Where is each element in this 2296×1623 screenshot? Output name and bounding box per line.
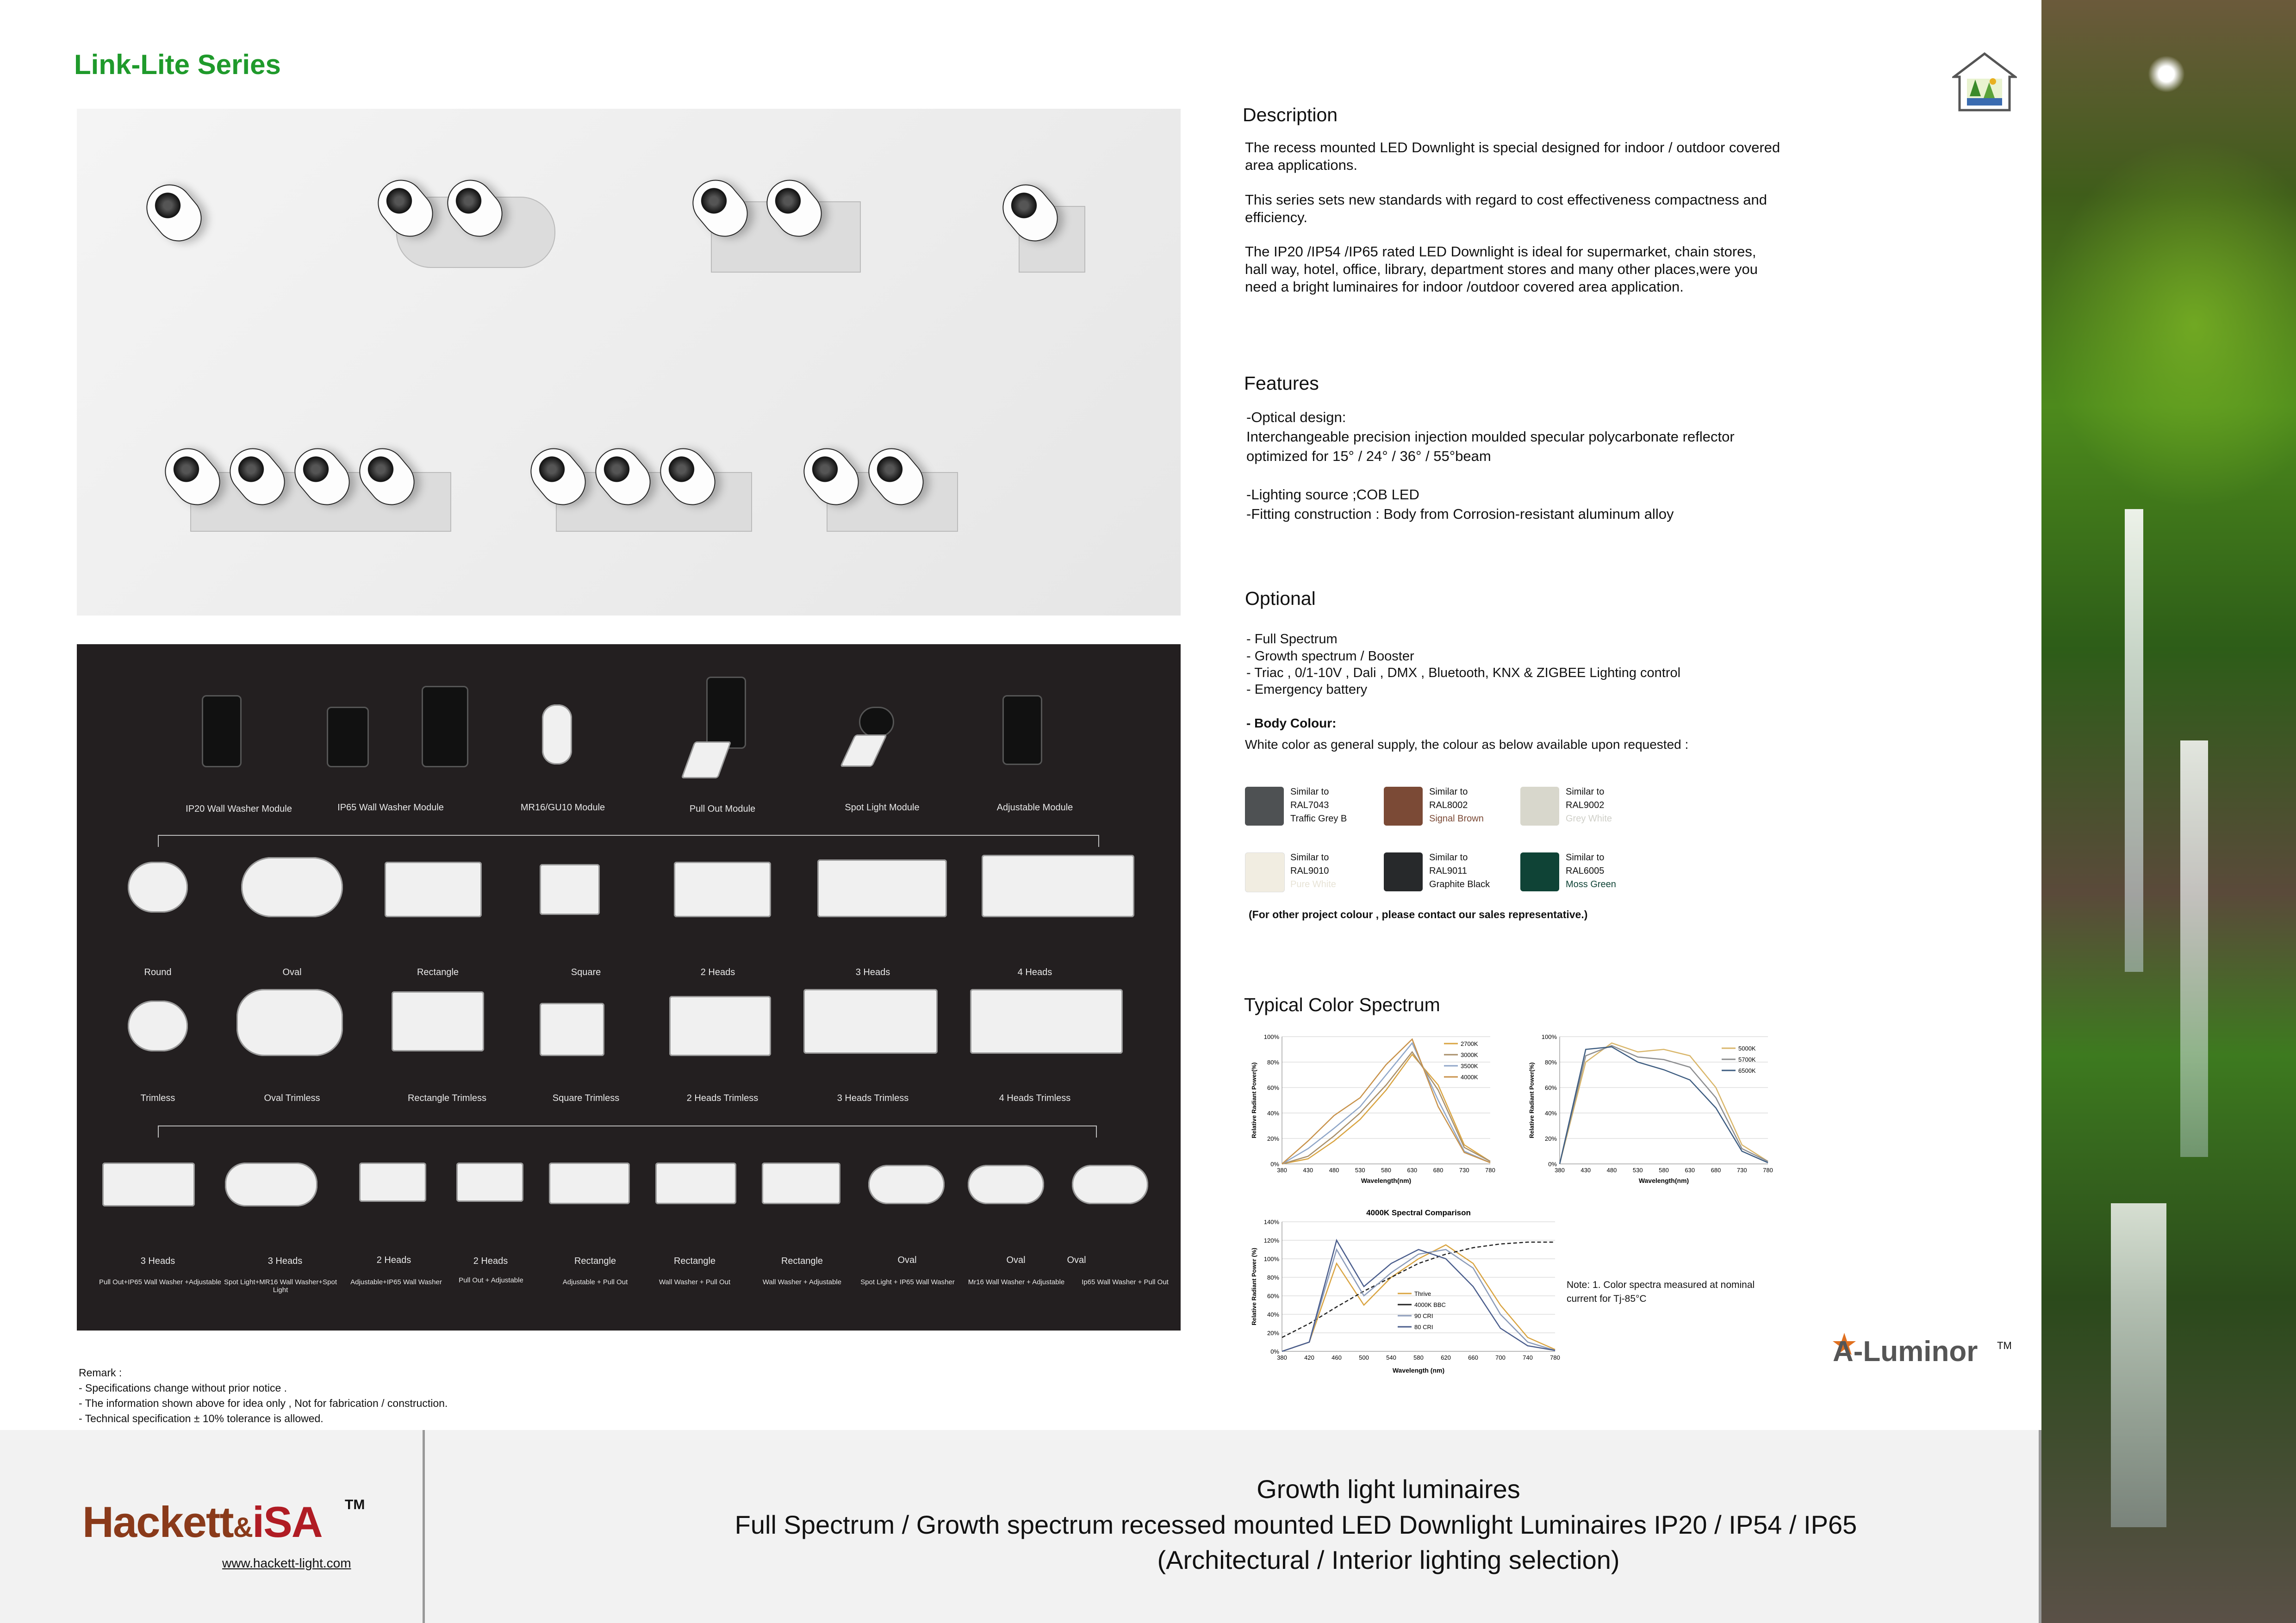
combo-subtitle: Wall Washer + Pull Out <box>659 1278 731 1286</box>
housing-label: Square <box>571 967 601 977</box>
x-tick-label: 700 <box>1495 1354 1506 1361</box>
legend-label: 2700K <box>1461 1040 1478 1047</box>
series-line <box>1282 1052 1490 1164</box>
bracket-line <box>158 835 1099 847</box>
combo-fitting-image <box>1072 1165 1148 1204</box>
bracket-line <box>158 1126 1097 1138</box>
x-axis-label: Wavelength (nm) <box>1392 1367 1445 1374</box>
eco-house-logo <box>1952 52 2017 112</box>
spot-module-image <box>859 707 894 737</box>
combo-title: 2 Heads <box>376 1255 411 1265</box>
body-colour-heading: - Body Colour: <box>1246 716 1337 730</box>
y-tick-label: 100% <box>1541 1033 1557 1040</box>
footer-subtitle: (Architectural / Interior lighting selection) <box>1157 1545 1620 1574</box>
y-tick-label: 0% <box>1270 1161 1279 1168</box>
x-tick-label: 780 <box>1550 1354 1560 1361</box>
combo-title: Oval <box>1006 1255 1026 1265</box>
y-axis-label: Relative Radiant Power(%) <box>1251 1062 1257 1138</box>
series-line <box>1560 1045 1768 1164</box>
legend-label: 90 CRI <box>1414 1312 1433 1319</box>
trademark-mark: TM <box>345 1497 365 1512</box>
combo-subtitle: Pull Out + Adjustable <box>459 1276 523 1284</box>
x-tick-label: 620 <box>1441 1354 1451 1361</box>
three-head-housing-image <box>817 859 947 917</box>
spot-blade-image <box>840 734 888 767</box>
four-head-trimless-image <box>970 989 1123 1054</box>
waterfall-photo <box>2041 0 2296 1623</box>
body-colour-note: White color as general supply, the colour as below available upon requested : <box>1245 737 1689 752</box>
spectrum-comparison-chart <box>1250 1203 1564 1374</box>
x-tick-label: 380 <box>1555 1167 1565 1174</box>
y-tick-label: 20% <box>1267 1135 1279 1142</box>
module-label: IP65 Wall Washer Module <box>337 802 444 813</box>
legend-label: 6500K <box>1738 1067 1756 1074</box>
rectangle-trimless-image <box>392 991 484 1051</box>
x-axis-label: Wavelength(nm) <box>1361 1177 1412 1184</box>
mr16-module-image <box>542 704 572 765</box>
module-label: Adjustable Module <box>996 802 1073 813</box>
series-line <box>1560 1047 1768 1164</box>
legend-label: 3000K <box>1461 1051 1478 1058</box>
combo-title: Rectangle <box>574 1256 616 1266</box>
y-tick-label: 40% <box>1544 1110 1557 1117</box>
x-tick-label: 430 <box>1580 1167 1591 1174</box>
features-line: optimized for 15° / 24° / 36° / 55°beam <box>1246 448 1491 464</box>
spectrum-chart-cool <box>1527 1027 1777 1185</box>
round-housing-image <box>128 862 188 913</box>
pull-out-module-image <box>706 677 746 749</box>
features-line: -Fitting construction : Body from Corrosion-resistant aluminum alloy <box>1246 506 1674 522</box>
housing-label: 4 Heads <box>1017 967 1052 977</box>
y-tick-label: 60% <box>1267 1293 1279 1300</box>
y-tick-label: 0% <box>1270 1348 1279 1355</box>
module-overview-panel <box>77 644 1181 1331</box>
combo-fitting-image <box>655 1163 736 1204</box>
x-tick-label: 580 <box>1659 1167 1669 1174</box>
description-paragraph: This series sets new standards with regard to cost effectiveness compactness and efficiency. <box>1245 192 1767 225</box>
housing-label: Round <box>144 967 172 977</box>
remarks: Remark : - Specifications change without prior notice . - The information shown above for idea only , Not for fabrication / construction. - Technical specification ± 10% tolerance is allowed. <box>79 1367 448 1424</box>
square-trimless-image <box>540 1003 604 1056</box>
combo-subtitle: Spot Light + IP65 Wall Washer <box>860 1278 955 1286</box>
ip65-module-image <box>422 686 468 767</box>
series-line <box>1282 1055 1490 1164</box>
x-tick-label: 730 <box>1736 1167 1747 1174</box>
y-tick-label: 100% <box>1263 1033 1279 1040</box>
legend-label: Thrive <box>1414 1290 1431 1297</box>
combo-title: 2 Heads <box>473 1256 508 1266</box>
x-tick-label: 580 <box>1381 1167 1391 1174</box>
hackett-isa-logo: Hackett&iSA <box>82 1498 322 1546</box>
optional-line: - Triac , 0/1-10V , Dali , DMX , Bluetooth, KNX & ZIGBEE Lighting control <box>1246 665 1681 680</box>
combo-title: Rectangle <box>781 1256 823 1266</box>
aluminor-brand: A-Luminor <box>1833 1336 1978 1368</box>
combo-fitting-image <box>359 1163 426 1202</box>
x-tick-label: 500 <box>1359 1354 1369 1361</box>
combo-subtitle: Adjustable+IP65 Wall Washer <box>350 1278 442 1286</box>
x-tick-label: 740 <box>1523 1354 1533 1361</box>
x-tick-label: 780 <box>1485 1167 1495 1174</box>
combo-subtitle: Ip65 Wall Washer + Pull Out <box>1082 1278 1169 1286</box>
features-line: -Optical design: <box>1246 409 1346 425</box>
x-tick-label: 580 <box>1413 1354 1424 1361</box>
y-axis-label: Relative Radiant Power(%) <box>1528 1062 1535 1138</box>
colour-label: Similar to RAL8002 Signal Brown <box>1429 787 1484 824</box>
colour-label: Similar to RAL7043 Traffic Grey B <box>1290 787 1347 824</box>
colour-contact-note: (For other project colour , please contact our sales representative.) <box>1249 908 1588 920</box>
optional-heading: Optional <box>1245 588 1316 609</box>
features-line: Interchangeable precision injection moulded specular polycarbonate reflector <box>1246 429 1735 445</box>
housing-label: 3 Heads <box>855 967 890 977</box>
ip20-module-image <box>202 695 242 767</box>
x-tick-label: 380 <box>1277 1354 1287 1361</box>
colour-swatch <box>1384 852 1423 891</box>
x-tick-label: 630 <box>1407 1167 1418 1174</box>
legend-label: 3500K <box>1461 1063 1478 1070</box>
spectrum-note: Note: 1. Color spectra measured at nominal current for Tj-85°C <box>1567 1280 1755 1304</box>
y-tick-label: 0% <box>1548 1161 1557 1168</box>
module-label: Spot Light Module <box>845 802 920 813</box>
website-link[interactable]: www.hackett-light.com <box>222 1556 351 1570</box>
square-housing-image <box>540 864 600 915</box>
x-axis-label: Wavelength(nm) <box>1638 1177 1689 1184</box>
chart-title: 4000K Spectral Comparison <box>1366 1208 1471 1217</box>
x-tick-label: 630 <box>1685 1167 1695 1174</box>
x-tick-label: 480 <box>1329 1167 1339 1174</box>
x-tick-label: 780 <box>1763 1167 1773 1174</box>
y-tick-label: 140% <box>1263 1219 1279 1225</box>
trimless-label: Square Trimless <box>552 1093 620 1103</box>
x-tick-label: 460 <box>1332 1354 1342 1361</box>
legend-label: 4000K BBC <box>1414 1301 1446 1308</box>
x-tick-label: 680 <box>1711 1167 1721 1174</box>
product-photo <box>77 109 1181 616</box>
footer-subtitle: Full Spectrum / Growth spectrum recessed mounted LED Downlight Luminaires IP20 / IP54 / IP65 <box>734 1510 1857 1539</box>
optional-line: - Growth spectrum / Booster <box>1246 649 1414 664</box>
adjustable-module-image <box>1002 695 1042 765</box>
features-line: -Lighting source ;COB LED <box>1246 486 1419 503</box>
combo-subtitle: Spot Light+MR16 Wall Washer+Spot Light <box>224 1278 337 1294</box>
combo-fitting-image <box>225 1163 317 1206</box>
y-tick-label: 40% <box>1267 1110 1279 1117</box>
combo-subtitle: Wall Washer + Adjustable <box>762 1278 842 1286</box>
y-tick-label: 80% <box>1267 1059 1279 1066</box>
y-tick-label: 20% <box>1267 1330 1279 1337</box>
combo-fitting-image <box>968 1165 1044 1204</box>
colour-label: Similar to RAL9002 Grey White <box>1566 787 1612 824</box>
y-tick-label: 120% <box>1263 1237 1279 1244</box>
combo-title: 3 Heads <box>140 1256 175 1266</box>
y-tick-label: 20% <box>1544 1135 1557 1142</box>
combo-fitting-image <box>456 1163 523 1202</box>
combo-title: Rectangle <box>673 1256 716 1266</box>
combo-fitting-image <box>762 1163 840 1204</box>
y-tick-label: 100% <box>1263 1256 1279 1262</box>
oval-housing-image <box>241 857 343 917</box>
combo-subtitle: Pull Out+IP65 Wall Washer +Adjustable <box>99 1278 222 1286</box>
combo-fitting-image <box>868 1165 945 1204</box>
trimless-label: Trimless <box>140 1093 175 1103</box>
pull-out-blade-image <box>681 741 731 778</box>
combo-title: Oval <box>897 1255 917 1265</box>
footer-divider <box>423 1430 425 1623</box>
colour-swatch <box>1245 787 1284 826</box>
three-head-trimless-image <box>803 989 938 1054</box>
colour-swatch <box>1384 787 1423 826</box>
combo-subtitle: Adjustable + Pull Out <box>562 1278 628 1286</box>
description-paragraph: The IP20 /IP54 /IP65 rated LED Downlight is ideal for supermarket, chain stores, hall way, hotel, office, library, department stores and many other places,were you need a bright luminaires for indoor /outdoor covered area application. <box>1245 243 1758 295</box>
optional-line: - Emergency battery <box>1246 682 1368 697</box>
x-tick-label: 660 <box>1468 1354 1478 1361</box>
x-tick-label: 380 <box>1277 1167 1287 1174</box>
series-line <box>1282 1250 1555 1351</box>
y-tick-label: 80% <box>1267 1274 1279 1281</box>
housing-label: Oval <box>282 967 302 977</box>
trademark-mark: TM <box>1997 1340 2012 1351</box>
combo-subtitle: Mr16 Wall Washer + Adjustable <box>968 1278 1065 1286</box>
x-tick-label: 530 <box>1355 1167 1365 1174</box>
x-tick-label: 540 <box>1386 1354 1396 1361</box>
description-heading: Description <box>1243 104 1338 125</box>
oval-trimless-image <box>236 989 343 1056</box>
legend-label: 4000K <box>1461 1074 1478 1081</box>
colour-swatch <box>1520 787 1559 826</box>
colour-swatch <box>1520 852 1559 891</box>
legend-label: 5000K <box>1738 1045 1756 1052</box>
ip65-module-image <box>327 707 369 767</box>
legend-label: 5700K <box>1738 1056 1756 1063</box>
two-head-trimless-image <box>669 996 771 1056</box>
y-tick-label: 60% <box>1267 1084 1279 1091</box>
page-title: Link-Lite Series <box>74 49 281 80</box>
trimless-label: 4 Heads Trimless <box>999 1093 1071 1103</box>
two-head-housing-image <box>674 862 771 917</box>
series-line <box>1560 1043 1768 1164</box>
colour-label: Similar to RAL9010 Pure White <box>1290 852 1336 889</box>
combo-fitting-image <box>549 1163 630 1204</box>
x-tick-label: 680 <box>1433 1167 1444 1174</box>
features-heading: Features <box>1244 373 1319 394</box>
spectrum-heading: Typical Color Spectrum <box>1244 994 1440 1015</box>
x-tick-label: 480 <box>1606 1167 1617 1174</box>
module-label: IP20 Wall Washer Module <box>186 804 292 814</box>
trimless-label: 3 Heads Trimless <box>837 1093 909 1103</box>
module-label: Pull Out Module <box>689 804 756 814</box>
footer-title: Growth light luminaires <box>1257 1474 1520 1504</box>
four-head-housing-image <box>982 855 1134 917</box>
trimless-housing-image <box>128 1001 188 1051</box>
series-line <box>1282 1245 1555 1351</box>
colour-label: Similar to RAL9011 Graphite Black <box>1429 852 1490 889</box>
legend-label: 80 CRI <box>1414 1324 1433 1331</box>
colour-label: Similar to RAL6005 Moss Green <box>1566 852 1616 889</box>
trimless-label: Oval Trimless <box>264 1093 320 1103</box>
combo-fitting-image <box>102 1163 195 1206</box>
optional-line: - Full Spectrum <box>1246 632 1338 647</box>
x-tick-label: 420 <box>1304 1354 1314 1361</box>
y-tick-label: 80% <box>1544 1059 1557 1066</box>
x-tick-label: 530 <box>1632 1167 1643 1174</box>
description-paragraph: The recess mounted LED Downlight is special designed for indoor / outdoor covered area applications. <box>1245 139 1780 173</box>
colour-swatch <box>1245 852 1285 892</box>
y-tick-label: 40% <box>1267 1311 1279 1318</box>
trimless-label: Rectangle Trimless <box>407 1093 487 1103</box>
x-tick-label: 730 <box>1459 1167 1469 1174</box>
x-tick-label: 430 <box>1303 1167 1313 1174</box>
y-tick-label: 60% <box>1544 1084 1557 1091</box>
downlight-head-image <box>137 175 211 251</box>
module-label: MR16/GU10 Module <box>520 802 605 813</box>
y-axis-label: Relative Radiant Power (%) <box>1251 1248 1257 1325</box>
combo-title: 3 Heads <box>268 1256 303 1266</box>
trimless-label: 2 Heads Trimless <box>686 1093 759 1103</box>
series-line <box>1282 1043 1490 1164</box>
spectrum-chart-warm <box>1250 1027 1500 1185</box>
rectangle-housing-image <box>385 862 482 917</box>
housing-label: 2 Heads <box>700 967 735 977</box>
combo-title: Oval <box>1067 1255 1086 1265</box>
housing-label: Rectangle <box>417 967 459 977</box>
